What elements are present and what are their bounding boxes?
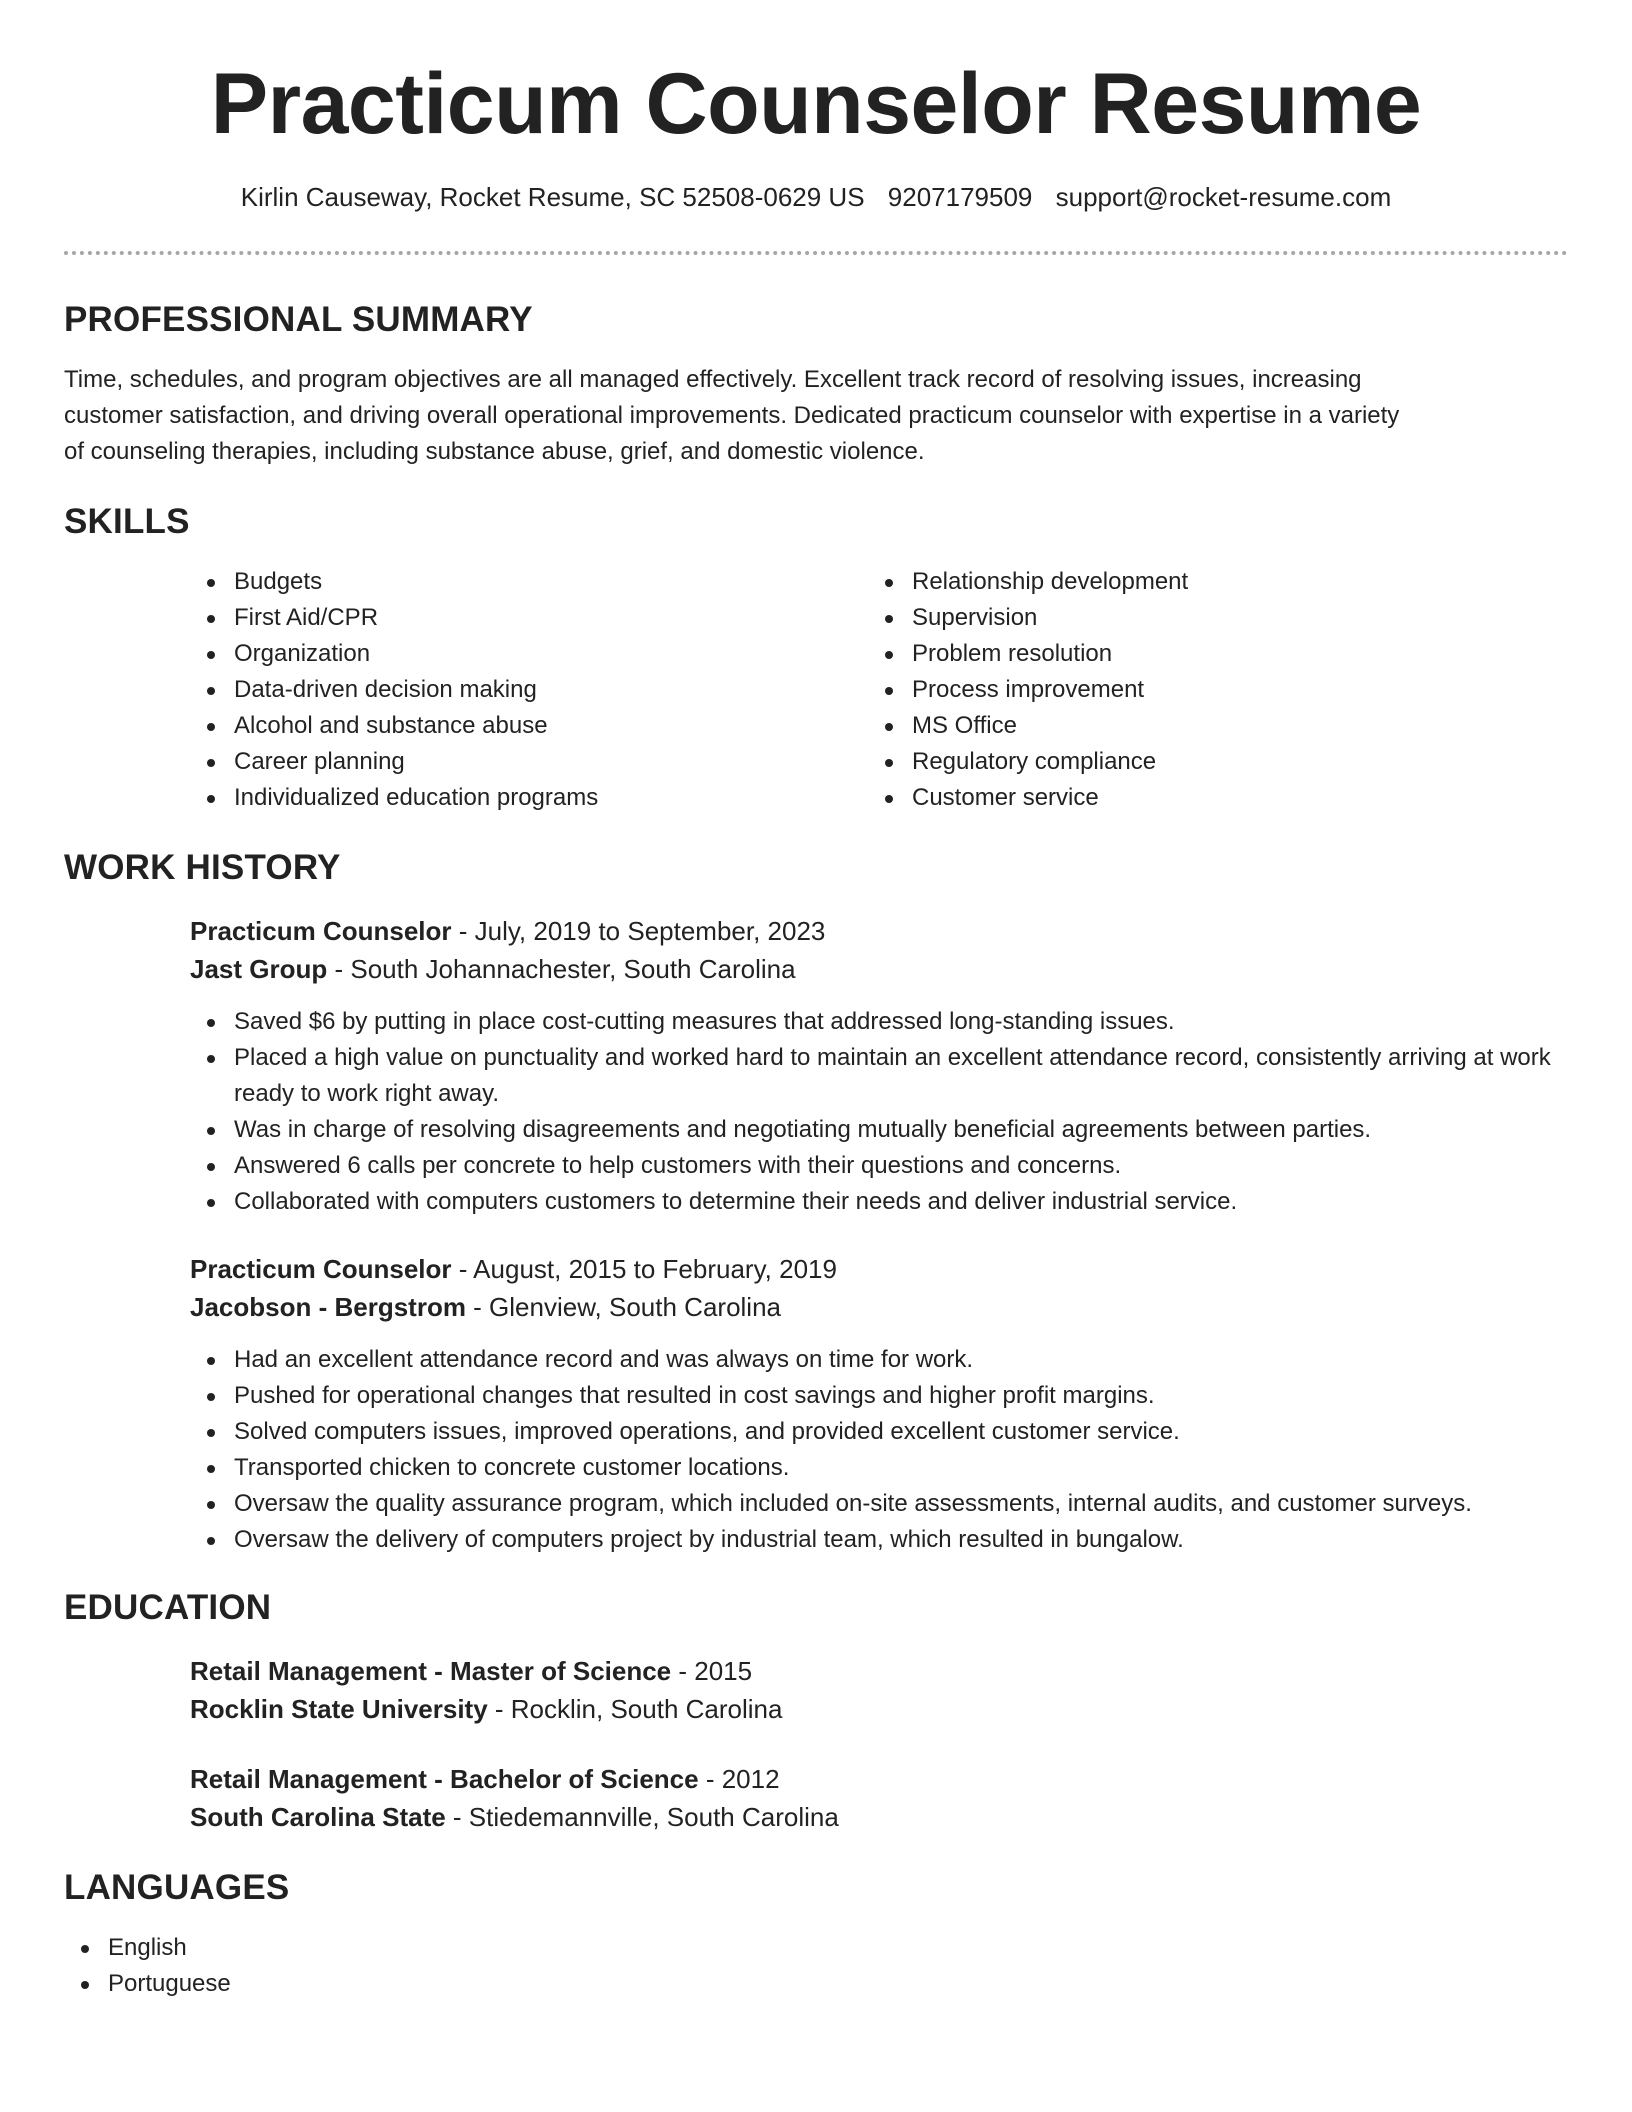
job-title: Practicum Counselor bbox=[190, 1254, 452, 1284]
job-duties-list bbox=[190, 1004, 1568, 1220]
list-item: Problem resolution bbox=[868, 636, 1546, 672]
job-company-line bbox=[190, 950, 1568, 988]
contact-phone: 9207179509 bbox=[887, 182, 1033, 212]
skills-section bbox=[64, 500, 1568, 816]
list-item: Solved computers issues, improved operations, and provided excellent customer service. bbox=[190, 1414, 1568, 1450]
school-line bbox=[190, 1798, 1568, 1836]
contact-address: Kirlin Causeway, Rocket Resume, SC 52508-0629 US bbox=[240, 182, 865, 212]
list-item: Was in charge of resolving disagreements and negotiating mutually beneficial agreements between parties. bbox=[190, 1112, 1568, 1148]
list-item: Career planning bbox=[190, 744, 868, 780]
job-location: - South Johannachester, South Carolina bbox=[327, 954, 796, 984]
languages-list bbox=[64, 1930, 1568, 2002]
list-item: MS Office bbox=[868, 708, 1546, 744]
school: Rocklin State University bbox=[190, 1694, 488, 1724]
job-company: Jast Group bbox=[190, 954, 328, 984]
list-item: Data-driven decision making bbox=[190, 672, 868, 708]
degree-year: - 2015 bbox=[671, 1656, 753, 1686]
skills-list-right bbox=[868, 564, 1546, 816]
degree-line bbox=[190, 1652, 1568, 1690]
list-item: First Aid/CPR bbox=[190, 600, 868, 636]
education-entry bbox=[190, 1760, 1568, 1836]
job-company: Jacobson - Bergstrom bbox=[190, 1292, 466, 1322]
list-item: Process improvement bbox=[868, 672, 1546, 708]
school-line bbox=[190, 1690, 1568, 1728]
work-section bbox=[64, 846, 1568, 1558]
list-item: Relationship development bbox=[868, 564, 1546, 600]
languages-section bbox=[64, 1866, 1568, 2002]
list-item: Had an excellent attendance record and was always on time for work. bbox=[190, 1342, 1568, 1378]
list-item: Oversaw the delivery of computers project by industrial team, which resulted in bungalow. bbox=[190, 1522, 1568, 1558]
list-item: Customer service bbox=[868, 780, 1546, 816]
job-title: Practicum Counselor bbox=[190, 916, 452, 946]
list-item: Placed a high value on punctuality and worked hard to maintain an excellent attendance record, consistently arriving at work ready to work right away. bbox=[190, 1040, 1568, 1112]
list-item: Saved $6 by putting in place cost-cutting measures that addressed long-standing issues. bbox=[190, 1004, 1568, 1040]
summary-text: Time, schedules, and program objectives are all managed effectively. Excellent track record of resolving issues, increasing customer satisfaction, and driving overall operational improvements. Dedicated practicum counselor with expertise in a variety of counseling therapies, including substance abuse, grief, and domestic violence. bbox=[64, 366, 1400, 465]
list-item: Oversaw the quality assurance program, which included on-site assessments, internal audits, and customer surveys. bbox=[190, 1486, 1568, 1522]
degree-year: - 2012 bbox=[698, 1764, 780, 1794]
list-item: Pushed for operational changes that resulted in cost savings and higher profit margins. bbox=[190, 1378, 1568, 1414]
list-item: Regulatory compliance bbox=[868, 744, 1546, 780]
job-dates: - July, 2019 to September, 2023 bbox=[451, 916, 826, 946]
work-heading: WORK HISTORY bbox=[64, 848, 341, 887]
job-location: - Glenview, South Carolina bbox=[465, 1292, 781, 1322]
list-item: Organization bbox=[190, 636, 868, 672]
list-item: Alcohol and substance abuse bbox=[190, 708, 868, 744]
job-company-line bbox=[190, 1288, 1568, 1326]
skills-heading: SKILLS bbox=[64, 502, 190, 541]
contact-email: support@rocket-resume.com bbox=[1055, 182, 1392, 212]
job-entry bbox=[190, 1250, 1568, 1558]
list-item: Transported chicken to concrete customer locations. bbox=[190, 1450, 1568, 1486]
page-title: Practicum Counselor Resume bbox=[210, 56, 1422, 152]
job-entry bbox=[190, 912, 1568, 1220]
languages-heading: LANGUAGES bbox=[64, 1868, 290, 1907]
skills-columns bbox=[190, 564, 1568, 816]
list-item: Individualized education programs bbox=[190, 780, 868, 816]
job-duties-list bbox=[190, 1342, 1568, 1558]
list-item: Budgets bbox=[190, 564, 868, 600]
list-item: Answered 6 calls per concrete to help customers with their questions and concerns. bbox=[190, 1148, 1568, 1184]
job-dates: - August, 2015 to February, 2019 bbox=[451, 1254, 837, 1284]
list-item: Supervision bbox=[868, 600, 1546, 636]
education-section bbox=[64, 1586, 1568, 1836]
school-location: - Rocklin, South Carolina bbox=[487, 1694, 783, 1724]
education-entry bbox=[190, 1652, 1568, 1728]
degree: Retail Management - Master of Science bbox=[190, 1656, 672, 1686]
list-item: English bbox=[64, 1930, 1568, 1966]
summary-section bbox=[64, 298, 1568, 470]
list-item: Portuguese bbox=[64, 1966, 1568, 2002]
header-divider bbox=[64, 251, 1568, 255]
summary-heading: PROFESSIONAL SUMMARY bbox=[64, 300, 533, 339]
job-title-line bbox=[190, 1250, 1568, 1288]
school: South Carolina State bbox=[190, 1802, 446, 1832]
school-location: - Stiedemannville, South Carolina bbox=[445, 1802, 839, 1832]
contact-line bbox=[0, 180, 1632, 214]
degree: Retail Management - Bachelor of Science bbox=[190, 1764, 699, 1794]
list-item: Collaborated with computers customers to determine their needs and deliver industrial service. bbox=[190, 1184, 1568, 1220]
education-heading: EDUCATION bbox=[64, 1588, 272, 1627]
skills-list-left bbox=[190, 564, 868, 816]
job-title-line bbox=[190, 912, 1568, 950]
degree-line bbox=[190, 1760, 1568, 1798]
